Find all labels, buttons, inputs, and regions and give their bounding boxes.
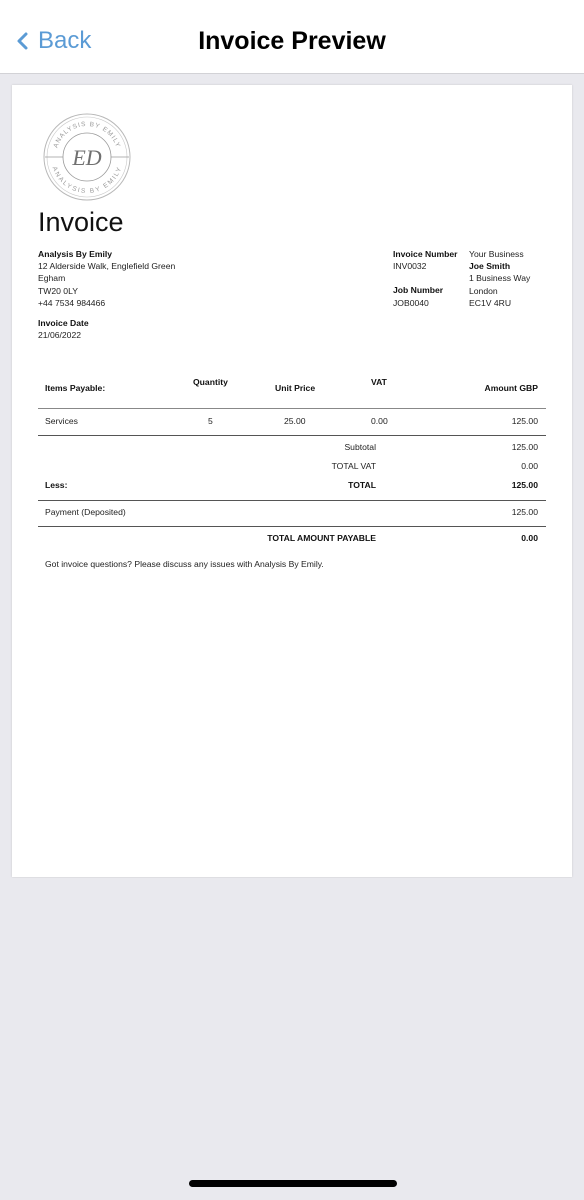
invoice-date-value: 21/06/2022	[38, 330, 82, 341]
total-vat-value: 0.00	[521, 461, 538, 471]
total-vat-label: TOTAL VAT	[331, 461, 376, 471]
invoice-numbers	[393, 248, 473, 309]
invoice-title: Invoice	[38, 207, 124, 237]
svg-text:ANALYSIS BY EMILY	[51, 166, 124, 195]
total-payable-label: TOTAL AMOUNT PAYABLE	[267, 533, 376, 543]
header-amount: Amount GBP	[484, 383, 538, 393]
business-details	[38, 248, 258, 309]
logo-initials: ED	[72, 145, 102, 170]
table-divider	[38, 500, 546, 501]
row-vat: 0.00	[371, 416, 388, 426]
table-divider	[38, 435, 546, 436]
total-payable-value: 0.00	[521, 533, 538, 543]
invoice-number-label: Invoice Number	[393, 249, 458, 259]
job-number-label: Job Number	[393, 285, 444, 296]
row-item: Services	[45, 416, 78, 426]
total-value: 125.00	[511, 480, 538, 490]
navigation-bar	[0, 0, 584, 74]
client-address-line1: 1 Business Way	[469, 273, 531, 284]
page-title: Invoice Preview	[198, 27, 386, 55]
invoice-number-value: INV0032	[393, 261, 427, 272]
invoice-document[interactable]	[12, 85, 572, 877]
business-name: Analysis By Emily	[38, 249, 113, 259]
total-label: TOTAL	[348, 480, 376, 490]
header-vat: VAT	[371, 377, 387, 387]
business-logo-seal	[42, 112, 132, 202]
table-divider	[38, 408, 546, 409]
home-indicator[interactable]	[189, 1180, 397, 1187]
row-unit-price: 25.00	[284, 416, 306, 426]
less-label: Less:	[45, 480, 68, 490]
client-company: Your Business	[469, 249, 524, 259]
client-city: London	[469, 285, 498, 296]
client-details	[469, 248, 559, 309]
job-number-value: JOB0040	[393, 297, 429, 308]
business-phone: +44 7534 984466	[38, 297, 106, 308]
header-items: Items Payable:	[45, 383, 106, 393]
header-quantity: Quantity	[193, 377, 228, 387]
row-quantity: 5	[208, 416, 213, 426]
invoice-date-label: Invoice Date	[38, 318, 89, 328]
business-address-line1: 12 Alderside Walk, Englefield Green	[38, 261, 176, 272]
back-label: Back	[38, 27, 92, 54]
client-postcode: EC1V 4RU	[469, 297, 512, 308]
subtotal-value: 125.00	[511, 442, 538, 452]
logo-ring-text-top: ANALYSIS BY EMILY	[52, 120, 122, 149]
logo-ring-text-bottom: ANALYSIS BY EMILY	[50, 165, 124, 196]
row-amount: 125.00	[511, 416, 538, 426]
background-area	[0, 878, 584, 1200]
invoice-date-block	[38, 317, 89, 341]
table-divider	[38, 526, 546, 527]
payment-value: 125.00	[511, 507, 538, 517]
payment-label: Payment (Deposited)	[45, 507, 126, 517]
footer-note: Got invoice questions? Please discuss any issues with Analysis By Emily.	[45, 559, 324, 569]
business-address-line2: Egham	[38, 273, 66, 284]
client-name: Joe Smith	[469, 261, 511, 272]
header-unit-price: Unit Price	[275, 383, 316, 393]
subtotal-label: Subtotal	[344, 442, 376, 452]
business-postcode: TW20 0LY	[38, 285, 78, 296]
